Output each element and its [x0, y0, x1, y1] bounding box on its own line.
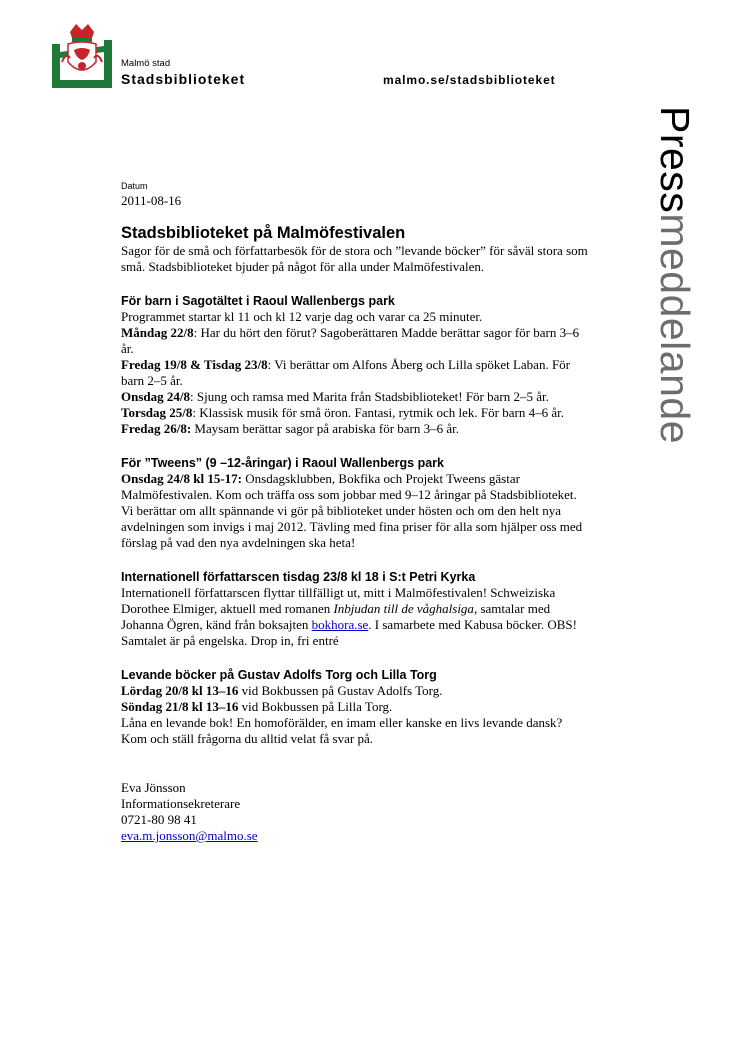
signature-block: [121, 780, 591, 844]
event-day: Torsdag 25/8: [121, 405, 193, 420]
event-day: Fredag 19/8 & Tisdag 23/8: [121, 357, 268, 372]
date-label: Datum: [121, 181, 148, 191]
event-text: : Klassisk musik för små öron. Fantasi, rytmik och lek. För barn 4–6 år.: [192, 405, 564, 420]
forfattarscen-paragraph: [121, 585, 591, 649]
paragraph-text: Internationell författarscen flyttar tillfälligt ut, mitt i Malmöfestivalen! Schweiziska Dorothee Elmiger, aktuell med romanen: [121, 585, 556, 616]
event-text: : Har du hört den förut? Sagoberättaren Madde berättar sagor för barn 3–6 år.: [121, 325, 580, 356]
event-item: [121, 357, 591, 389]
signature-role: Informationsekreterare: [121, 796, 241, 811]
book-title: Inbjudan till de våghalsiga: [333, 601, 474, 616]
levande-bocker-paragraph: Låna en levande bok! En homoförälder, en imam eller kanske en livs levande dansk? Kom och ställ frågorna du alltid velat få svar på.: [121, 715, 563, 746]
event-text: : Vi berättar om Alfons Åberg och Lilla spöket Laban. För barn 2–5 år.: [121, 357, 571, 388]
event-item: [121, 405, 591, 421]
section1-intro: Programmet startar kl 11 och kl 12 varje dag och varar ca 25 minuter.: [121, 309, 483, 324]
event-text: Onsdagsklubben, Bokfika och Projekt Tweens gästar Malmöfestivalen. Kom och träffa oss som jobbar med 9–12 åringar på Stadsbiblioteket. Vi berättar om allt spännande vi gör på biblioteket under hösten och om den helt nya avdelningen som invigs i maj 2012. Tävling med fina priser för alla som hjälper oss med förslag på vad den nya avdelningen ska heta!: [121, 471, 583, 550]
event-item: [121, 699, 591, 715]
section-heading-sagotaltet: För barn i Sagotältet i Raoul Wallenbergs park: [121, 294, 395, 308]
event-item: [121, 389, 591, 405]
pressmeddelande-label: [650, 106, 700, 444]
event-day: Fredag 26/8:: [121, 421, 192, 436]
org-small-label: Malmö stad: [121, 58, 171, 69]
event-text: : Sjung och ramsa med Marita från Stadsbiblioteket! För barn 2–5 år.: [190, 389, 549, 404]
event-day: Söndag 21/8 kl 13–16: [121, 699, 239, 714]
section-heading-levande-bocker: Levande böcker på Gustav Adolfs Torg och Lilla Torg: [121, 668, 437, 682]
document-body: [121, 180, 591, 844]
site-url: malmo.se/stadsbiblioteket: [383, 73, 556, 87]
event-day: Lördag 20/8 kl 13–16: [121, 683, 239, 698]
event-day: Måndag 22/8: [121, 325, 194, 340]
event-item: [121, 325, 591, 357]
event-text: vid Bokbussen på Lilla Torg.: [238, 699, 393, 714]
event-item: [121, 421, 591, 437]
event-day: Onsdag 24/8 kl 15-17:: [121, 471, 242, 486]
org-name: Stadsbiblioteket: [121, 71, 246, 87]
vertical-label-press: Press: [652, 106, 698, 214]
bokhora-link[interactable]: bokhora.se: [311, 617, 369, 632]
vertical-label-meddelande: meddelande: [652, 213, 698, 444]
event-day: Onsdag 24/8: [121, 389, 190, 404]
tweens-paragraph: [121, 471, 591, 551]
signature-email-link[interactable]: eva.m.jonsson@malmo.se: [121, 828, 258, 843]
section-heading-tweens: För ”Tweens” (9 –12-åringar) i Raoul Wallenbergs park: [121, 456, 444, 470]
event-item: [121, 683, 591, 699]
paragraph-text: . I samarbete med Kabusa böcker. OBS! Samtalet är på engelska. Drop in, fri entré: [121, 617, 577, 648]
event-text: Maysam berättar sagor på arabiska för barn 3–6 år.: [191, 421, 460, 436]
intro-paragraph: Sagor för de små och författarbesök för de stora och ”levande böcker” för såväl stora som små. Stadsbiblioteket bjuder på något för alla under Malmöfestivalen.: [121, 243, 588, 274]
document-title: Stadsbiblioteket på Malmöfestivalen: [121, 224, 406, 242]
date-value: 2011-08-16: [121, 193, 182, 208]
section-heading-forfattarscen: Internationell författarscen tisdag 23/8 kl 18 i S:t Petri Kyrka: [121, 570, 476, 584]
signature-name: Eva Jönsson: [121, 780, 186, 795]
malmo-stad-logo: [52, 22, 112, 88]
event-text: vid Bokbussen på Gustav Adolfs Torg.: [238, 683, 443, 698]
signature-phone: 0721-80 98 41: [121, 812, 197, 827]
paragraph-text: , samtalar med Johanna Ögren, känd från boksajten: [121, 601, 551, 632]
